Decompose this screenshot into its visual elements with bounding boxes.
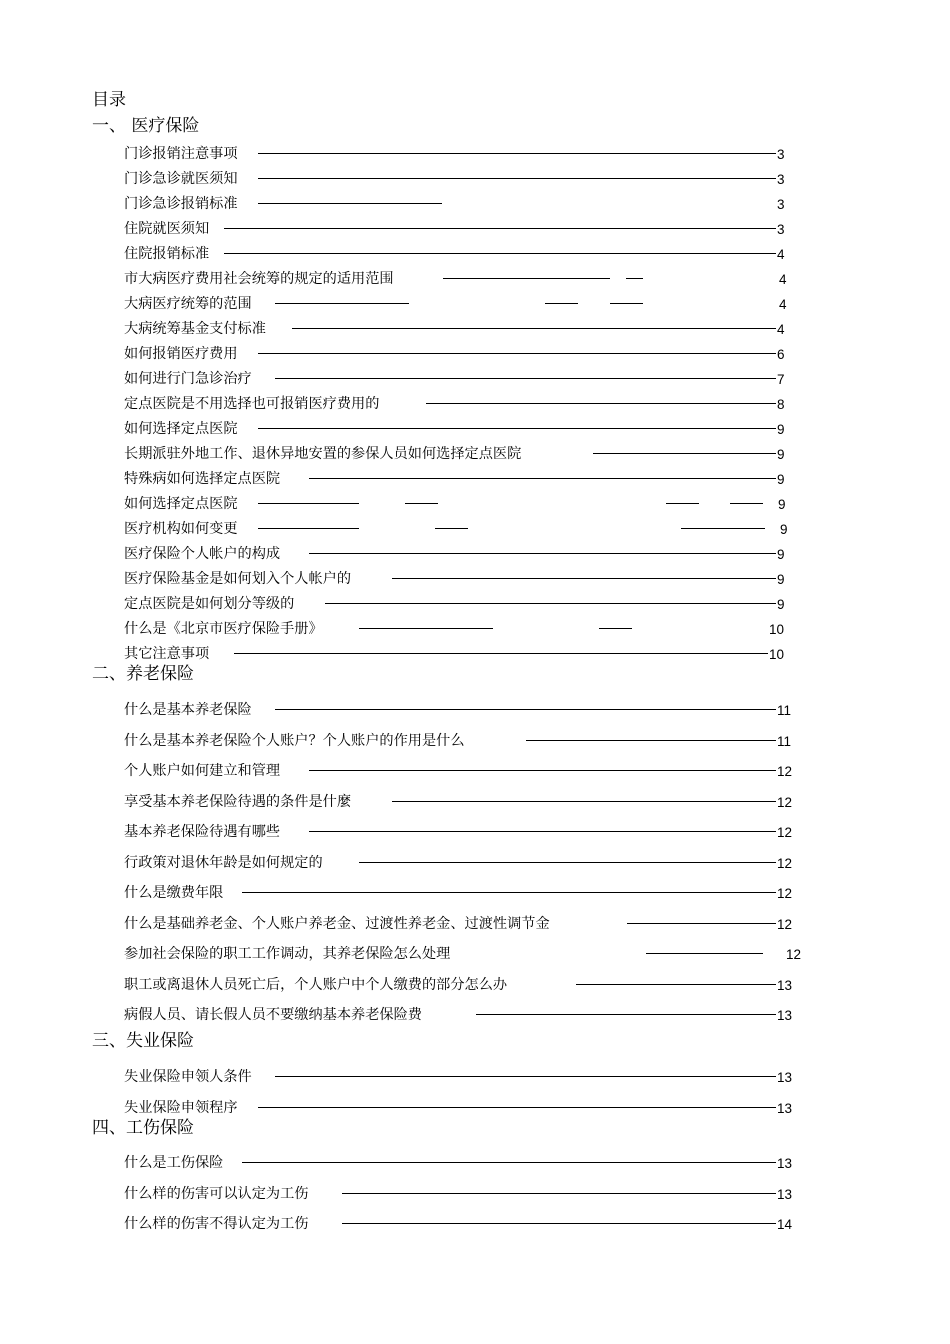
toc-entry[interactable]: [124, 444, 804, 464]
toc-entry-page: 12: [777, 764, 793, 779]
toc-entry[interactable]: [124, 700, 804, 720]
toc-entry-page: 4: [779, 297, 787, 312]
toc-entry-page: 13: [777, 978, 793, 993]
leader-line: [242, 1162, 776, 1163]
toc-entry-page: 3: [777, 147, 785, 162]
leader-line: [224, 228, 776, 229]
toc-title: 目录: [92, 90, 126, 110]
toc-entry-label: 如何报销医疗费用: [124, 346, 238, 362]
toc-entry[interactable]: [124, 569, 804, 589]
toc-entry-label: 基本养老保险待遇有哪些: [124, 824, 281, 840]
toc-entry-label: 医疗保险个人帐户的构成: [124, 546, 281, 562]
toc-entry-label: 享受基本养老保险待遇的条件是什麼: [124, 794, 352, 810]
leader-line: [443, 278, 610, 279]
toc-entry-page: 12: [777, 856, 793, 871]
toc-entry-page: 13: [777, 1187, 793, 1202]
toc-entry-page: 8: [777, 397, 785, 412]
toc-entry-page: 9: [778, 497, 786, 512]
toc-entry[interactable]: [124, 792, 804, 812]
toc-entry[interactable]: [124, 469, 804, 489]
toc-entry-page: 6: [777, 347, 785, 362]
toc-entry[interactable]: [124, 144, 804, 164]
toc-entry-label: 失业保险申领程序: [124, 1100, 238, 1116]
leader-line: [730, 503, 763, 504]
leader-line: [258, 503, 359, 504]
toc-entry[interactable]: [124, 194, 804, 214]
leader-line: [545, 303, 578, 304]
toc-entry-page: 12: [777, 825, 793, 840]
toc-entry-page: 9: [777, 597, 785, 612]
toc-entry-label: 行政策对退休年龄是如何规定的: [124, 855, 323, 871]
leader-line: [626, 278, 643, 279]
toc-entry[interactable]: [124, 944, 804, 964]
toc-entry[interactable]: [124, 219, 804, 239]
toc-entry-label: 医疗机构如何变更: [124, 521, 238, 537]
toc-entry-label: 市大病医疗费用社会统筹的规定的适用范围: [124, 271, 394, 287]
leader-line: [224, 253, 776, 254]
toc-entry-page: 4: [779, 272, 787, 287]
leader-line: [526, 740, 776, 741]
toc-entry-label: 长期派驻外地工作、退休异地安置的参保人员如何选择定点医院: [124, 446, 522, 462]
toc-entry-page: 9: [777, 547, 785, 562]
toc-entry-label: 什么样的伤害可以认定为工伤: [124, 1186, 309, 1202]
toc-entry-page: 13: [777, 1070, 793, 1085]
section-heading-pension: 二、养老保险: [92, 664, 194, 684]
toc-entry[interactable]: [124, 294, 804, 314]
leader-line: [325, 603, 776, 604]
toc-entry[interactable]: [124, 269, 804, 289]
toc-entry[interactable]: [124, 619, 804, 639]
leader-line: [610, 303, 643, 304]
leader-line: [599, 628, 632, 629]
toc-entry-label: 如何进行门急诊治疗: [124, 371, 252, 387]
toc-entry-page: 12: [777, 886, 793, 901]
toc-entry[interactable]: [124, 822, 804, 842]
toc-entry-label: 门诊急诊就医须知: [124, 171, 238, 187]
toc-entry[interactable]: [124, 1005, 804, 1025]
leader-line: [292, 328, 776, 329]
toc-entry[interactable]: [124, 731, 804, 751]
toc-entry-label: 大病医疗统筹的范围: [124, 296, 252, 312]
toc-entry-label: 大病统筹基金支付标准: [124, 321, 266, 337]
toc-entry-label: 定点医院是不用选择也可报销医疗费用的: [124, 396, 380, 412]
toc-entry[interactable]: [124, 975, 804, 995]
toc-entry-label: 什么是基本养老保险个人账户？个人账户的作用是什么: [124, 733, 465, 749]
leader-line: [258, 203, 442, 204]
toc-entry-page: 9: [780, 522, 788, 537]
toc-entry[interactable]: [124, 914, 804, 934]
leader-line: [275, 709, 776, 710]
toc-entry-label: 什么样的伤害不得认定为工伤: [124, 1216, 309, 1232]
toc-entry-page: 12: [786, 947, 802, 962]
leader-line: [258, 178, 776, 179]
leader-line: [342, 1193, 776, 1194]
toc-entry-page: 12: [777, 917, 793, 932]
toc-entry-page: 9: [777, 447, 785, 462]
leader-line: [681, 528, 765, 529]
leader-line: [309, 770, 776, 771]
section-heading-unemployment: 三、失业保险: [92, 1031, 194, 1051]
toc-entry-label: 住院报销标准: [124, 246, 210, 262]
leader-line: [258, 153, 776, 154]
toc-entry[interactable]: [124, 369, 804, 389]
toc-entry-label: 门诊急诊报销标准: [124, 196, 238, 212]
toc-entry-label: 职工或离退休人员死亡后，个人账户中个人缴费的部分怎么办: [124, 977, 508, 993]
leader-line: [359, 862, 776, 863]
toc-entry-page: 3: [777, 222, 785, 237]
toc-entry[interactable]: [124, 519, 804, 539]
toc-entry-label: 个人账户如何建立和管理: [124, 763, 281, 779]
toc-entry-page: 11: [777, 734, 792, 749]
leader-line: [342, 1223, 776, 1224]
toc-entry-label: 住院就医须知: [124, 221, 210, 237]
toc-entry-label: 什么是基础养老金、个人账户养老金、过渡性养老金、过渡性调节金: [124, 916, 550, 932]
leader-line: [309, 553, 776, 554]
section-heading-work-injury: 四、工伤保险: [92, 1118, 194, 1138]
leader-line: [275, 303, 409, 304]
toc-entry-label: 门诊报销注意事项: [124, 146, 238, 162]
toc-entry[interactable]: [124, 1153, 804, 1173]
toc-entry-label: 失业保险申领人条件: [124, 1069, 252, 1085]
toc-entry-label: 病假人员、请长假人员不要缴纳基本养老保险费: [124, 1007, 422, 1023]
toc-entry-label: 如何选择定点医院: [124, 421, 238, 437]
leader-line: [392, 578, 776, 579]
leader-line: [275, 1076, 776, 1077]
leader-line: [627, 923, 776, 924]
toc-entry-page: 3: [777, 197, 785, 212]
toc-entry[interactable]: [124, 494, 804, 514]
toc-entry-page: 13: [777, 1156, 793, 1171]
toc-entry-label: 定点医院是如何划分等级的: [124, 596, 295, 612]
toc-entry[interactable]: [124, 1067, 804, 1087]
toc-entry-label: 什么是工伤保险: [124, 1155, 224, 1171]
toc-entry[interactable]: [124, 319, 804, 339]
toc-entry-page: 9: [777, 572, 785, 587]
leader-line: [476, 1014, 776, 1015]
toc-entry-page: 12: [777, 795, 793, 810]
toc-entry-page: 11: [777, 703, 792, 718]
toc-entry-page: 14: [777, 1217, 793, 1232]
toc-entry-page: 7: [777, 372, 785, 387]
leader-line: [309, 478, 776, 479]
toc-entry-label: 特殊病如何选择定点医院: [124, 471, 281, 487]
toc-entry-page: 13: [777, 1008, 793, 1023]
toc-entry-label: 什么是缴费年限: [124, 885, 224, 901]
toc-entry-label: 医疗保险基金是如何划入个人帐户的: [124, 571, 352, 587]
toc-entry-page: 13: [777, 1101, 793, 1116]
toc-entry[interactable]: [124, 1098, 804, 1118]
leader-line: [258, 428, 776, 429]
toc-entry-label: 如何选择定点医院: [124, 496, 238, 512]
leader-line: [258, 353, 776, 354]
leader-line: [234, 653, 768, 654]
leader-line: [242, 892, 776, 893]
leader-line: [258, 528, 359, 529]
toc-entry[interactable]: [124, 169, 804, 189]
leader-line: [392, 801, 776, 802]
leader-line: [666, 503, 699, 504]
toc-entry[interactable]: [124, 883, 804, 903]
toc-entry[interactable]: [124, 853, 804, 873]
leader-line: [576, 984, 776, 985]
toc-entry-page: 10: [769, 622, 785, 637]
toc-entry-page: 4: [777, 247, 785, 262]
toc-entry-label: 其它注意事项: [124, 646, 210, 662]
leader-line: [405, 503, 438, 504]
toc-entry[interactable]: [124, 761, 804, 781]
leader-line: [258, 1107, 776, 1108]
toc-entry[interactable]: [124, 544, 804, 564]
toc-entry[interactable]: [124, 644, 804, 664]
toc-entry-label: 参加社会保险的职工工作调动，其养老保险怎么处理: [124, 946, 451, 962]
toc-entry-page: 9: [777, 472, 785, 487]
section-heading-medical: 一、 医疗保险: [92, 116, 200, 136]
leader-line: [435, 528, 468, 529]
leader-line: [646, 953, 763, 954]
toc-entry[interactable]: [124, 344, 804, 364]
toc-entry[interactable]: [124, 1214, 804, 1234]
toc-entry-page: 10: [769, 647, 785, 662]
leader-line: [426, 403, 776, 404]
toc-entry[interactable]: [124, 1184, 804, 1204]
toc-entry[interactable]: [124, 394, 804, 414]
toc-entry[interactable]: [124, 594, 804, 614]
toc-entry-label: 什么是《北京市医疗保险手册》: [124, 621, 323, 637]
toc-entry[interactable]: [124, 244, 804, 264]
toc-entry-page: 3: [777, 172, 785, 187]
leader-line: [275, 378, 776, 379]
toc-entry-page: 4: [777, 322, 785, 337]
leader-line: [359, 628, 493, 629]
toc-entry-label: 什么是基本养老保险: [124, 702, 252, 718]
leader-line: [593, 453, 776, 454]
toc-entry-page: 9: [777, 422, 785, 437]
toc-entry[interactable]: [124, 419, 804, 439]
leader-line: [309, 831, 776, 832]
